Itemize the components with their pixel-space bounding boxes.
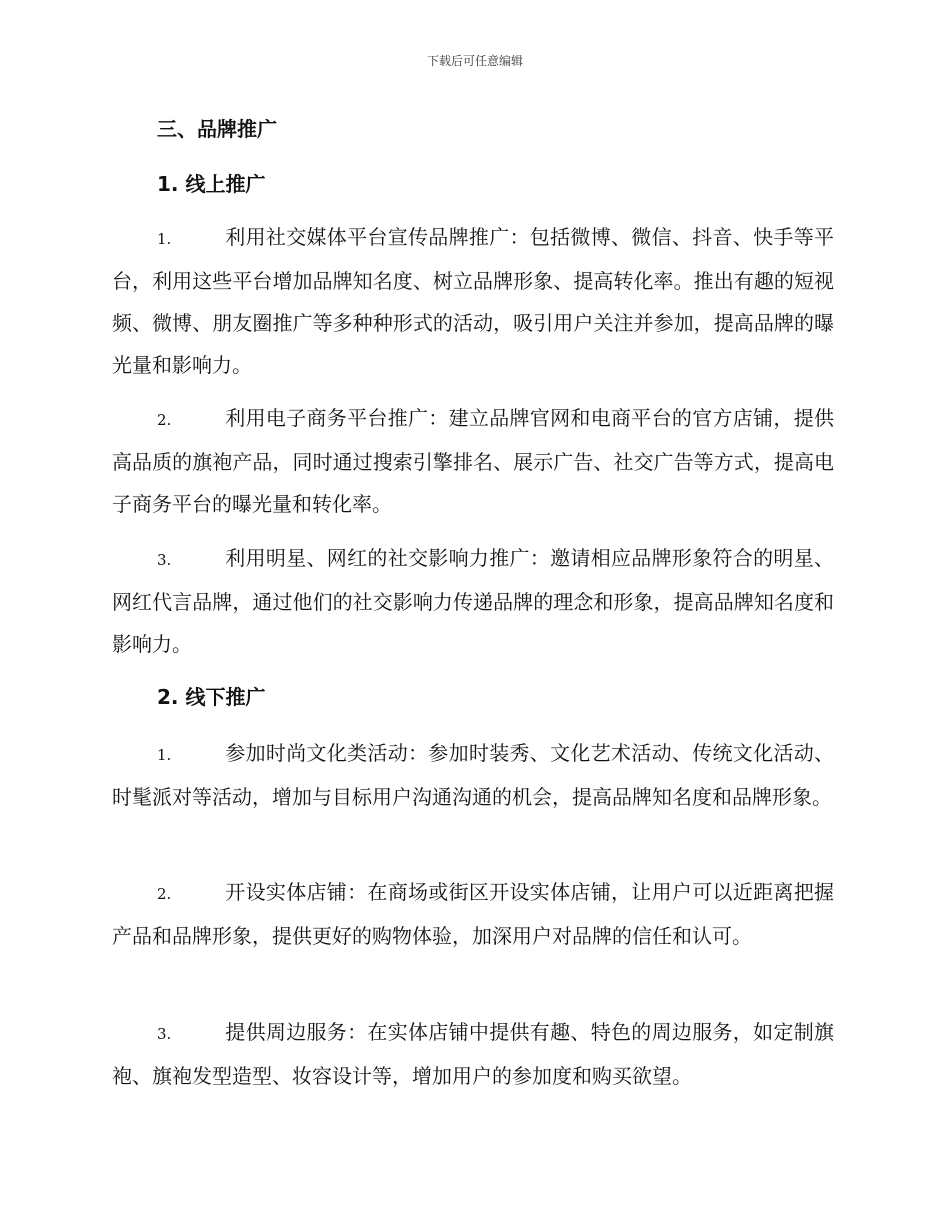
online-item-1 — [112, 216, 834, 386]
list-number: 2. — [157, 411, 172, 429]
offline-item-2 — [112, 871, 834, 957]
list-number: 3. — [157, 551, 172, 569]
list-item-text: 参加时尚文化类活动：参加时装秀、文化艺术活动、传统文化活动、时髦派对等活动，增加与目标用户沟通沟通的机会，提高品牌知名度和品牌形象。 — [112, 741, 834, 809]
list-item-text: 利用明星、网红的社交影响力推广：邀请相应品牌形象符合的明星、网红代言品牌，通过他们的社交影响力传递品牌的理念和形象，提高品牌知名度和影响力。 — [112, 546, 834, 656]
list-item-text: 提供周边服务：在实体店铺中提供有趣、特色的周边服务，如定制旗袍、旗袍发型造型、妆容设计等，增加用户的参加度和购买欲望。 — [112, 1020, 834, 1088]
offline-item-3 — [112, 1011, 834, 1097]
list-item-text: 利用社交媒体平台宣传品牌推广：包括微博、微信、抖音、快手等平台，利用这些平台增加品牌知名度、树立品牌形象、提高转化率。推出有趣的短视频、微博、朋友圈推广等多种种形式的活动，吸引用户关注并参加，提高品牌的曝光量和影响力。 — [112, 225, 834, 377]
offline-promotion-heading: 2. 线下推广 — [157, 685, 266, 709]
offline-item-1 — [112, 732, 834, 818]
list-number: 2. — [157, 885, 172, 903]
list-number: 1. — [157, 230, 172, 248]
list-number: 1. — [157, 746, 172, 764]
page-header-note: 下载后可任意编辑 — [426, 54, 523, 68]
list-item-text: 开设实体店铺：在商场或街区开设实体店铺，让用户可以近距离把握产品和品牌形象，提供更好的购物体验，加深用户对品牌的信任和认可。 — [112, 880, 834, 948]
online-item-3 — [112, 537, 834, 665]
section-title: 三、品牌推广 — [157, 117, 277, 141]
list-number: 3. — [157, 1025, 172, 1043]
list-item-text: 利用电子商务平台推广：建立品牌官网和电商平台的官方店铺，提供高品质的旗袍产品，同时通过搜索引擎排名、展示广告、社交广告等方式，提高电子商务平台的曝光量和转化率。 — [112, 406, 834, 516]
online-item-2 — [112, 397, 834, 525]
online-promotion-heading: 1. 线上推广 — [157, 172, 266, 196]
